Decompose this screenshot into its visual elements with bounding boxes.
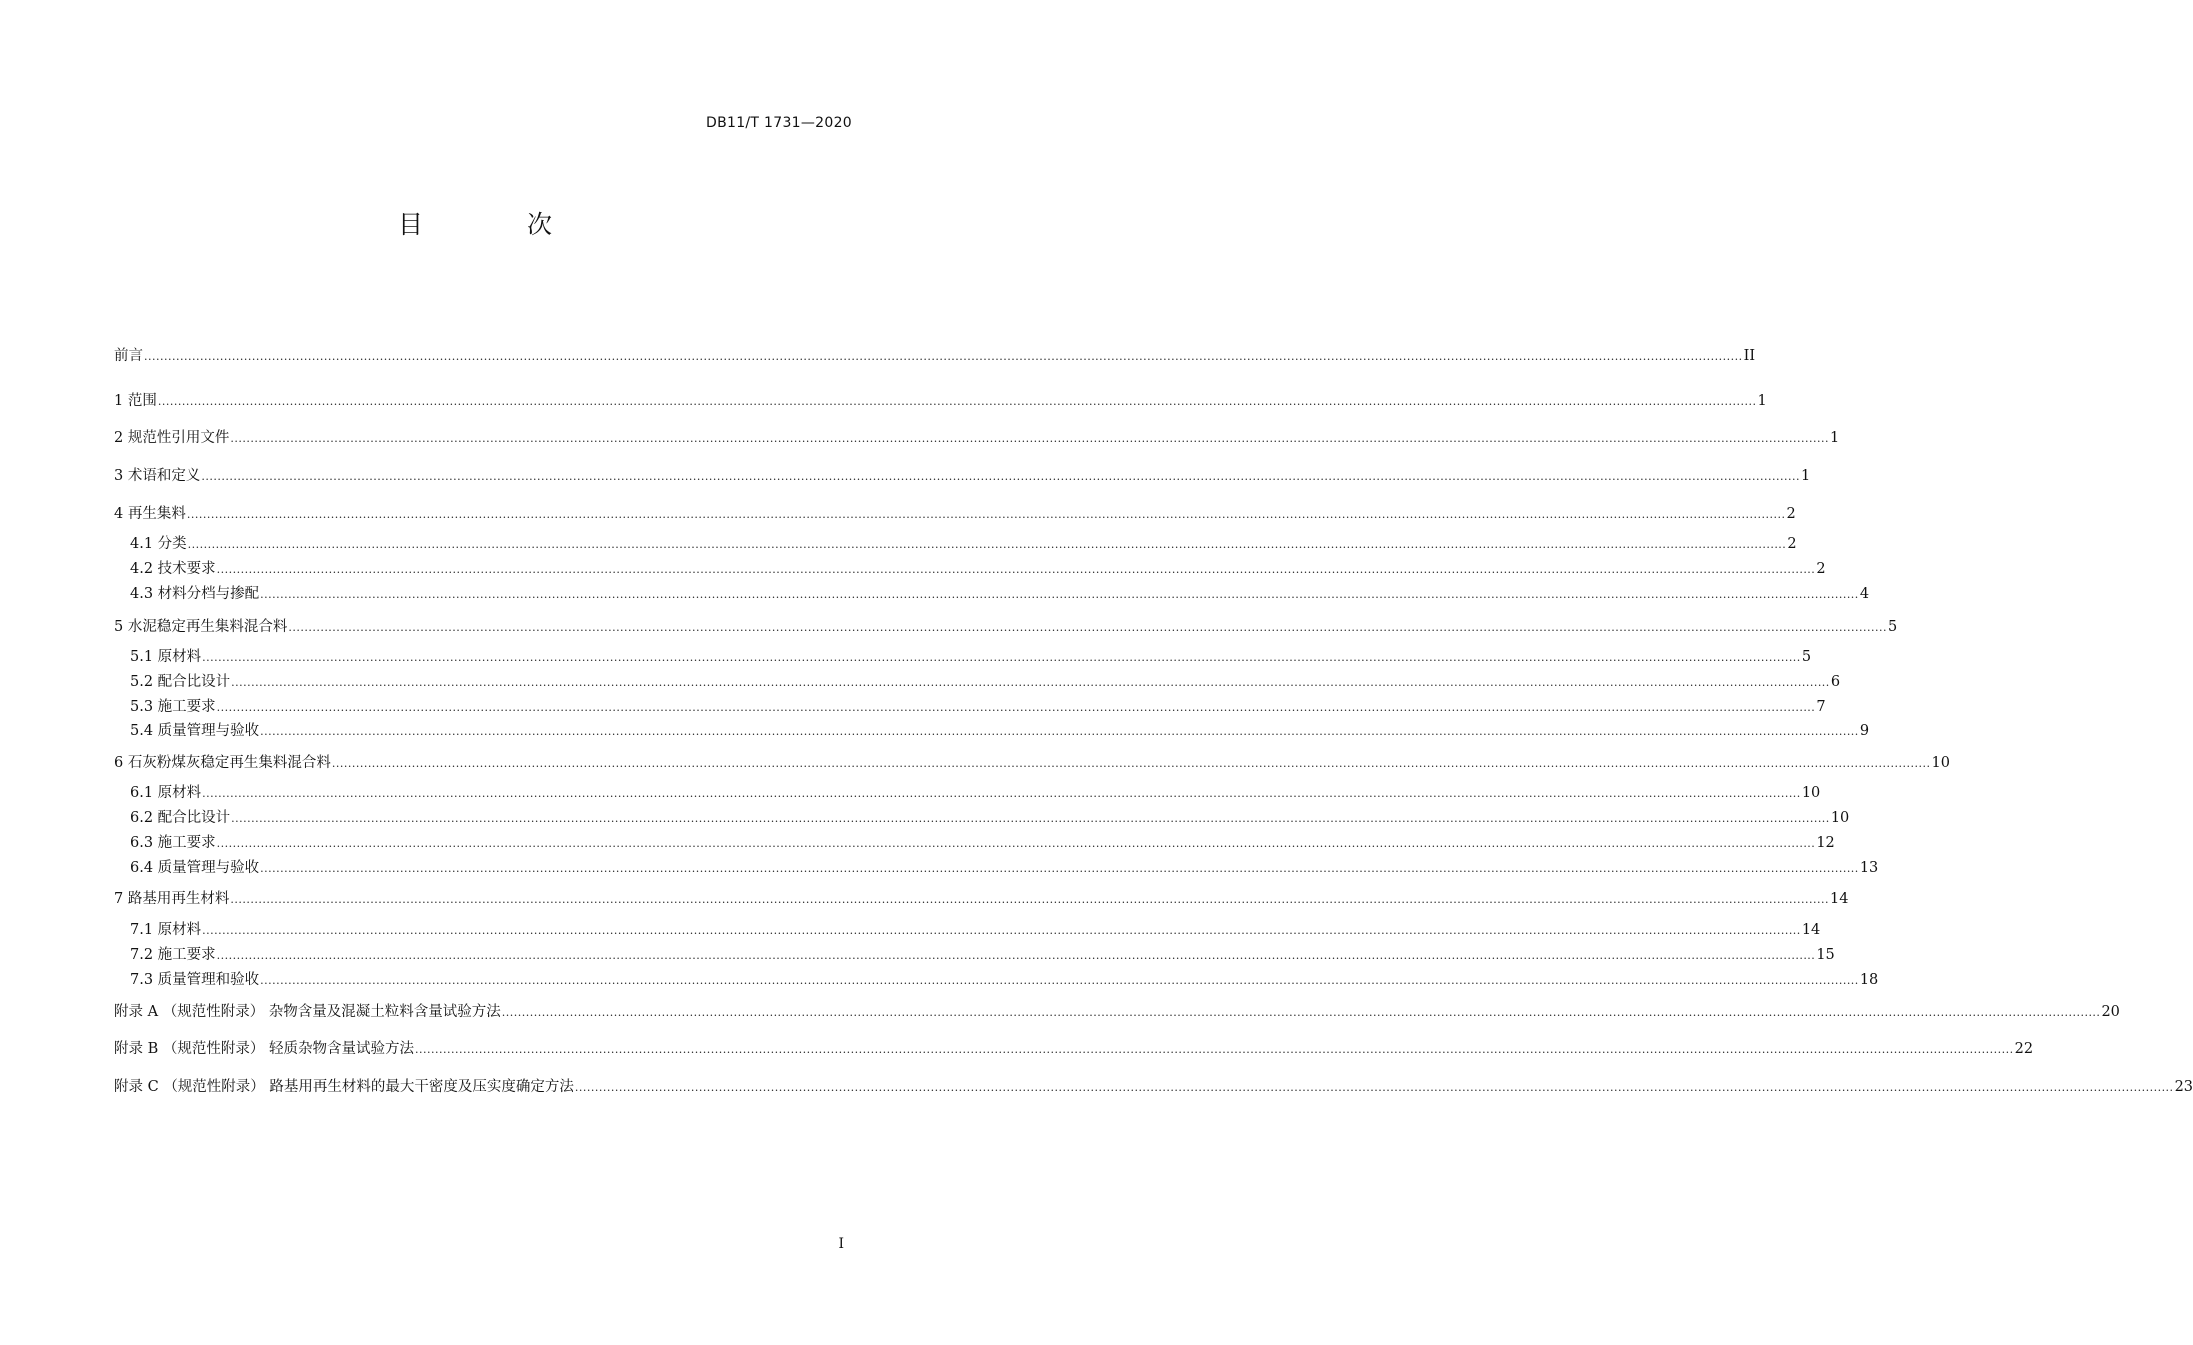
- toc-entry[interactable]: [130, 808, 1850, 828]
- toc-entry-page: 13: [1859, 860, 1879, 876]
- toc-entry[interactable]: [114, 889, 1849, 909]
- toc-entry[interactable]: [130, 783, 1821, 803]
- toc-dot-leader: ................................................................................................................................................................................................................................................................................................................................................................................................................: [230, 893, 1829, 906]
- toc-dot-leader: ................................................................................................................................................................................................................................................................................................................................................................................................................: [202, 787, 1801, 800]
- toc-entry[interactable]: [130, 945, 1835, 965]
- toc-dot-leader: ................................................................................................................................................................................................................................................................................................................................................................................................................: [216, 837, 1816, 850]
- toc-entry[interactable]: [114, 753, 1950, 773]
- toc-entry[interactable]: [130, 647, 1812, 667]
- toc-entry-page: 18: [1859, 972, 1879, 988]
- toc-entry-label: 5 水泥稳定再生集料混合料: [114, 619, 288, 635]
- toc-entry[interactable]: [130, 833, 1835, 853]
- toc-dot-leader: ................................................................................................................................................................................................................................................................................................................................................................................................................: [288, 621, 1887, 634]
- toc-entry-label: 6 石灰粉煤灰稳定再生集料混合料: [114, 755, 331, 771]
- toc-entry-label: 7.2 施工要求: [130, 947, 216, 963]
- toc-entry-page: 14: [1829, 891, 1849, 907]
- toc-entry-page: 4: [1859, 586, 1870, 602]
- toc-entry[interactable]: [114, 466, 1811, 486]
- toc-entry-page: 1: [1829, 430, 1840, 446]
- toc-entry-label: 2 规范性引用文件: [114, 430, 230, 446]
- toc-entry-label: 1 范围: [114, 393, 157, 409]
- toc-entry[interactable]: [114, 504, 1796, 524]
- toc-entry-page: 2: [1786, 506, 1796, 522]
- toc-entry-label: 7 路基用再生材料: [114, 891, 230, 907]
- toc-dot-leader: ................................................................................................................................................................................................................................................................................................................................................................................................................: [216, 563, 1816, 576]
- toc-entry-page: 1: [1757, 393, 1767, 409]
- toc-dot-leader: ................................................................................................................................................................................................................................................................................................................................................................................................................: [260, 588, 1859, 601]
- toc-dot-leader: ................................................................................................................................................................................................................................................................................................................................................................................................................: [201, 470, 1800, 483]
- toc-entry[interactable]: [130, 920, 1821, 940]
- toc-entry-label: 3 术语和定义: [114, 468, 201, 484]
- toc-entry-label: 7.1 原材料: [130, 922, 202, 938]
- toc-entry-page: 22: [2014, 1041, 2034, 1057]
- toc-dot-leader: ................................................................................................................................................................................................................................................................................................................................................................................................................: [144, 350, 1743, 363]
- toc-entry-page: 2: [1787, 536, 1797, 552]
- toc-entry-page: 14: [1801, 922, 1821, 938]
- toc-entry-label: 6.3 施工要求: [130, 835, 216, 851]
- toc-entry-label: 5.1 原材料: [130, 649, 202, 665]
- toc-entry-label: 附录 B （规范性附录） 轻质杂物含量试验方法: [114, 1041, 414, 1057]
- toc-entry[interactable]: [114, 617, 1898, 637]
- toc-entry-page: 23: [2174, 1079, 2193, 1095]
- toc-dot-leader: ................................................................................................................................................................................................................................................................................................................................................................................................................: [187, 538, 1787, 551]
- toc-entry[interactable]: [130, 534, 1797, 554]
- toc-entry[interactable]: [130, 858, 1879, 878]
- toc-entry-page: 12: [1816, 835, 1835, 851]
- toc-entry-label: 附录 C （规范性附录） 路基用再生材料的最大干密度及压实度确定方法: [114, 1079, 574, 1095]
- toc-entry-page: 10: [1931, 755, 1950, 771]
- toc-dot-leader: ................................................................................................................................................................................................................................................................................................................................................................................................................: [186, 508, 1786, 521]
- toc-entry[interactable]: [130, 559, 1826, 579]
- toc-entry[interactable]: [130, 970, 1879, 990]
- toc-entry-label: 6.4 质量管理与验收: [130, 860, 260, 876]
- toc-entry[interactable]: [114, 428, 1840, 448]
- toc-dot-leader: ................................................................................................................................................................................................................................................................................................................................................................................................................: [230, 432, 1829, 445]
- toc-entry-page: 9: [1859, 723, 1870, 739]
- toc-entry-page: 10: [1830, 810, 1850, 826]
- toc-dot-leader: ................................................................................................................................................................................................................................................................................................................................................................................................................: [216, 949, 1816, 962]
- toc-dot-leader: ................................................................................................................................................................................................................................................................................................................................................................................................................: [260, 862, 1859, 875]
- toc-entry-page: 20: [2101, 1004, 2120, 1020]
- toc-entry[interactable]: [130, 672, 1841, 692]
- toc-entry-label: 5.3 施工要求: [130, 699, 216, 715]
- toc-entry-page: 6: [1830, 674, 1841, 690]
- toc-entry-page: II: [1743, 348, 1756, 364]
- toc-dot-leader: ................................................................................................................................................................................................................................................................................................................................................................................................................: [331, 757, 1931, 770]
- toc-entry-page: 7: [1816, 699, 1826, 715]
- table-of-contents: [114, 0, 2193, 1200]
- toc-entry-label: 4.2 技术要求: [130, 561, 216, 577]
- toc-dot-leader: ................................................................................................................................................................................................................................................................................................................................................................................................................: [202, 924, 1801, 937]
- toc-entry-label: 6.2 配合比设计: [130, 810, 231, 826]
- toc-entry[interactable]: [114, 1077, 2193, 1097]
- toc-entry-label: 5.2 配合比设计: [130, 674, 231, 690]
- toc-entry[interactable]: [114, 391, 1767, 411]
- toc-dot-leader: ................................................................................................................................................................................................................................................................................................................................................................................................................: [231, 676, 1830, 689]
- toc-dot-leader: ................................................................................................................................................................................................................................................................................................................................................................................................................: [157, 395, 1757, 408]
- page-number: I: [838, 1236, 844, 1252]
- toc-entry[interactable]: [130, 584, 1870, 604]
- toc-entry[interactable]: [114, 1002, 2120, 1022]
- toc-entry-page: 15: [1816, 947, 1835, 963]
- toc-entry-label: 7.3 质量管理和验收: [130, 972, 260, 988]
- toc-entry-page: 5: [1887, 619, 1898, 635]
- toc-entry-page: 2: [1816, 561, 1826, 577]
- toc-entry[interactable]: [130, 697, 1826, 717]
- toc-dot-leader: ................................................................................................................................................................................................................................................................................................................................................................................................................: [202, 651, 1801, 664]
- toc-dot-leader: ................................................................................................................................................................................................................................................................................................................................................................................................................: [414, 1043, 2014, 1056]
- toc-entry[interactable]: [130, 721, 1870, 741]
- toc-entry-label: 4 再生集料: [114, 506, 186, 522]
- toc-dot-leader: ................................................................................................................................................................................................................................................................................................................................................................................................................: [231, 812, 1830, 825]
- toc-dot-leader: ................................................................................................................................................................................................................................................................................................................................................................................................................: [260, 725, 1859, 738]
- toc-entry-label: 前言: [114, 348, 143, 364]
- toc-entry-label: 6.1 原材料: [130, 785, 202, 801]
- toc-entry-page: 1: [1800, 468, 1811, 484]
- toc-entry-label: 4.1 分类: [130, 536, 187, 552]
- toc-dot-leader: ................................................................................................................................................................................................................................................................................................................................................................................................................: [216, 701, 1816, 714]
- toc-dot-leader: ................................................................................................................................................................................................................................................................................................................................................................................................................: [501, 1006, 2101, 1019]
- standard-code: DB11/T 1731—2020: [706, 115, 852, 131]
- toc-dot-leader: ................................................................................................................................................................................................................................................................................................................................................................................................................: [574, 1081, 2174, 1094]
- toc-entry[interactable]: [114, 346, 1756, 366]
- page-title: 目 次: [398, 210, 600, 239]
- toc-entry[interactable]: [114, 1039, 2034, 1059]
- toc-entry-label: 附录 A （规范性附录） 杂物含量及混凝土粒料含量试验方法: [114, 1004, 501, 1020]
- toc-entry-page: 10: [1801, 785, 1821, 801]
- toc-entry-label: 4.3 材料分档与掺配: [130, 586, 260, 602]
- toc-entry-label: 5.4 质量管理与验收: [130, 723, 260, 739]
- toc-entry-page: 5: [1801, 649, 1812, 665]
- toc-dot-leader: ................................................................................................................................................................................................................................................................................................................................................................................................................: [260, 974, 1859, 987]
